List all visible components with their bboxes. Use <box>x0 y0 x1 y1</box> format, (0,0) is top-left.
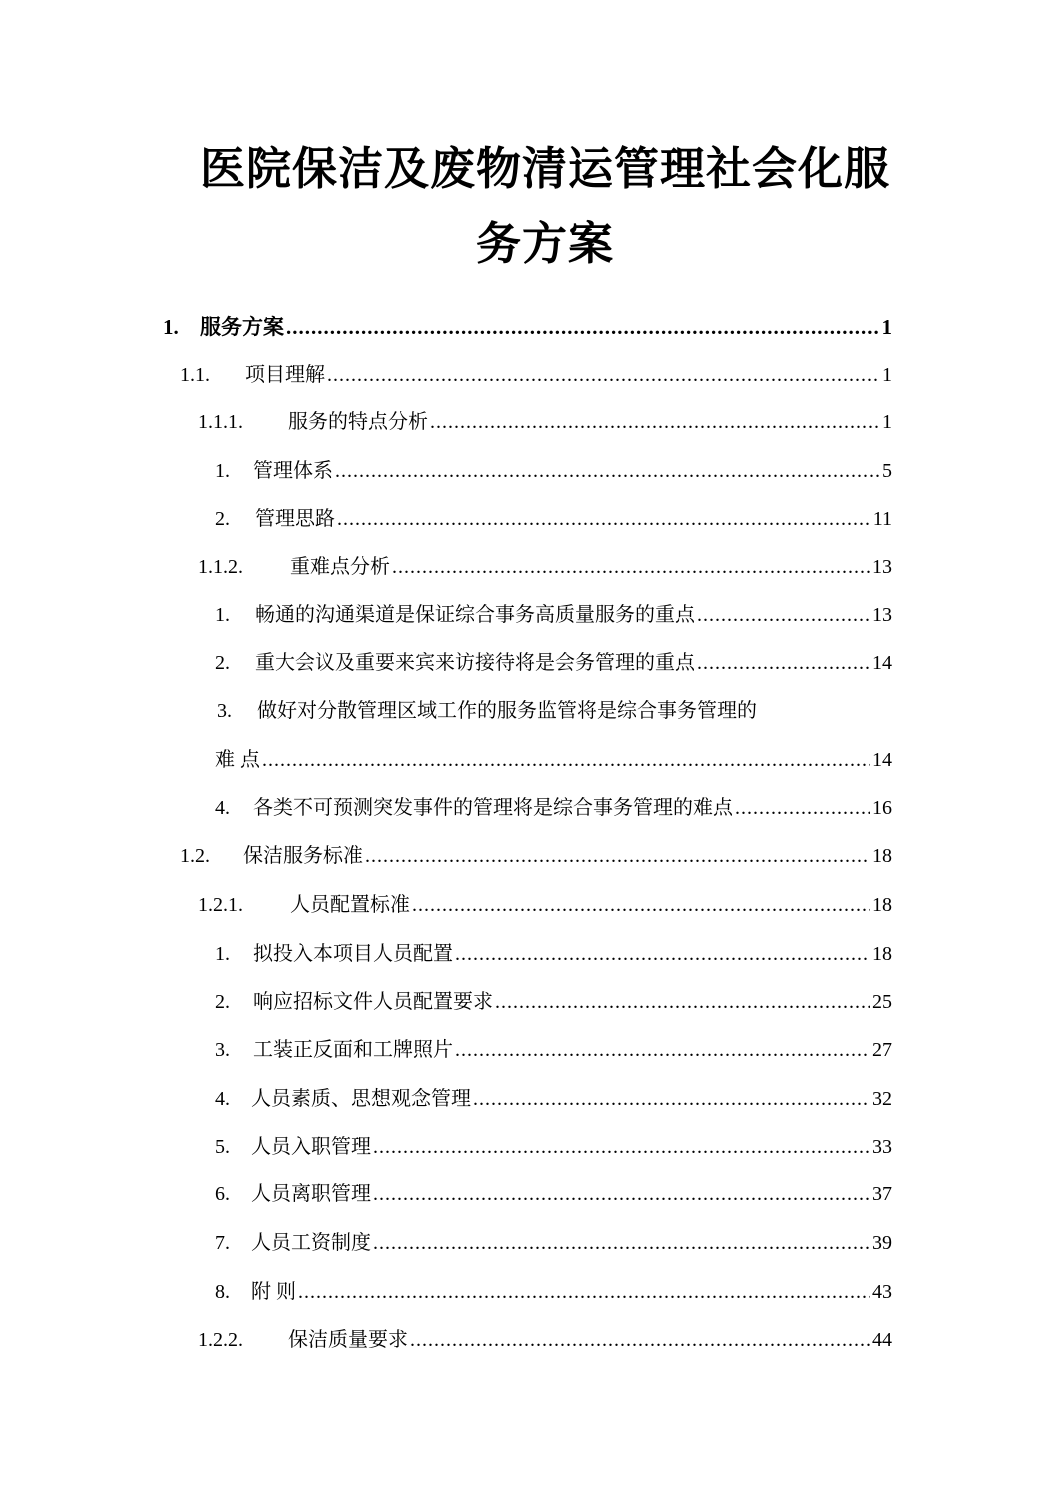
toc-entry-label: 拟投入本项目人员配置 <box>253 943 453 965</box>
toc-entry-continuation[interactable] <box>215 745 892 775</box>
toc-entry-label: 畅通的沟通渠道是保证综合事务高质量服务的重点 <box>255 604 695 626</box>
toc-entry-number: 7. <box>215 1232 230 1254</box>
dot-leader <box>327 360 880 390</box>
toc-entry[interactable] <box>215 1277 892 1307</box>
toc-entry-number: 1.1.2. <box>198 556 243 578</box>
toc-entry-page: 13 <box>872 604 892 626</box>
toc-entry-label: 保洁服务标准 <box>243 845 363 867</box>
dot-leader <box>735 793 870 823</box>
toc-entry-number: 2. <box>215 652 230 674</box>
dot-leader <box>337 504 871 534</box>
toc-entry-page: 14 <box>872 652 892 674</box>
dot-leader <box>262 745 870 775</box>
toc-entry-number: 1. <box>215 604 230 626</box>
toc-entry-page: 18 <box>872 943 892 965</box>
toc-entry[interactable] <box>215 1179 892 1209</box>
dot-leader <box>365 841 870 871</box>
dot-leader <box>455 1035 870 1065</box>
toc-entry-label: 附 则 <box>251 1281 296 1303</box>
toc-entry-page: 14 <box>872 749 892 771</box>
dot-leader <box>473 1084 870 1114</box>
toc-entry-label: 服务方案 <box>200 315 284 339</box>
dot-leader <box>495 987 870 1017</box>
toc-entry-label: 项目理解 <box>245 364 325 386</box>
toc-entry-page: 44 <box>872 1329 892 1351</box>
toc-entry-label: 保洁质量要求 <box>288 1329 408 1351</box>
toc-entry-number: 1.2.1. <box>198 894 243 916</box>
toc-entry-number: 3. <box>217 700 232 722</box>
toc-entry-number: 5. <box>215 1136 230 1158</box>
toc-entry-number: 1. <box>163 315 179 339</box>
dot-leader <box>697 648 870 678</box>
toc-entry-number: 1.2.2. <box>198 1329 243 1351</box>
dot-leader <box>373 1179 870 1209</box>
dot-leader <box>373 1228 870 1258</box>
toc-entry[interactable] <box>215 939 892 969</box>
toc-entry-number: 1. <box>215 943 230 965</box>
dot-leader <box>298 1277 870 1307</box>
toc-entry[interactable] <box>215 1084 892 1114</box>
toc-entry[interactable] <box>215 987 892 1017</box>
toc-entry-page: 5 <box>882 460 892 482</box>
toc-entry-number: 8. <box>215 1281 230 1303</box>
toc-entry-label: 人员素质、思想观念管理 <box>251 1088 471 1110</box>
toc-entry-label: 人员入职管理 <box>251 1136 371 1158</box>
dot-leader <box>373 1132 870 1162</box>
toc-entry-number: 2. <box>215 991 230 1013</box>
toc-entry-label: 响应招标文件人员配置要求 <box>253 991 493 1013</box>
toc-entry[interactable] <box>198 890 892 920</box>
dot-leader <box>430 407 880 437</box>
toc-entry-label: 服务的特点分析 <box>288 411 428 433</box>
toc-entry-number: 4. <box>215 797 230 819</box>
toc-entry[interactable] <box>198 552 892 582</box>
toc-entry-number: 4. <box>215 1088 230 1110</box>
toc-entry[interactable] <box>215 1132 892 1162</box>
toc-entry-page: 16 <box>872 797 892 819</box>
toc-entry[interactable] <box>215 648 892 678</box>
toc-entry-number: 1.1.1. <box>198 411 243 433</box>
dot-leader <box>455 939 870 969</box>
toc-entry-page: 43 <box>872 1281 892 1303</box>
document-title-line-1: 医院保洁及废物清运管理社会化服 <box>199 144 890 194</box>
toc-entry-page: 32 <box>872 1088 892 1110</box>
toc-entry-page: 18 <box>872 845 892 867</box>
toc-entry-number: 3. <box>215 1039 230 1061</box>
toc-entry-number: 1.2. <box>180 845 210 867</box>
toc-entry[interactable] <box>215 1228 892 1258</box>
dot-leader <box>392 552 870 582</box>
toc-entry[interactable] <box>215 600 892 630</box>
toc-entry-label: 做好对分散管理区域工作的服务监管将是综合事务管理的 <box>257 700 757 722</box>
toc-entry-label: 各类不可预测突发事件的管理将是综合事务管理的难点 <box>253 797 733 819</box>
toc-entry[interactable] <box>215 1035 892 1065</box>
toc-entry[interactable] <box>217 696 892 726</box>
dot-leader <box>410 1325 870 1355</box>
toc-entry-label: 重大会议及重要来宾来访接待将是会务管理的重点 <box>255 652 695 674</box>
toc-entry-page: 11 <box>872 508 892 530</box>
toc-entry-page: 39 <box>872 1232 892 1254</box>
toc-entry-page: 25 <box>872 991 892 1013</box>
toc-entry[interactable] <box>163 312 892 342</box>
toc-entry-page: 18 <box>872 894 892 916</box>
toc-entry-label-continued: 难 点 <box>215 749 260 771</box>
toc-entry-label: 管理体系 <box>253 460 333 482</box>
dot-leader <box>412 890 870 920</box>
toc-entry-label: 管理思路 <box>255 508 335 530</box>
dot-leader <box>335 456 880 486</box>
toc-entry-page: 1 <box>882 364 892 386</box>
toc-entry-page: 1 <box>881 315 892 339</box>
toc-entry[interactable] <box>180 360 892 390</box>
toc-entry-label: 重难点分析 <box>290 556 390 578</box>
toc-entry-number: 1. <box>215 460 230 482</box>
toc-entry[interactable] <box>198 1325 892 1355</box>
toc-entry-page: 33 <box>872 1136 892 1158</box>
toc-entry-page: 13 <box>872 556 892 578</box>
toc-entry-label: 人员离职管理 <box>251 1183 371 1205</box>
dot-leader <box>286 312 880 342</box>
toc-entry[interactable] <box>198 407 892 437</box>
toc-entry-label: 人员工资制度 <box>251 1232 371 1254</box>
toc-entry-page: 1 <box>882 411 892 433</box>
toc-entry-page: 27 <box>872 1039 892 1061</box>
toc-entry[interactable] <box>215 504 892 534</box>
toc-entry[interactable] <box>180 841 892 871</box>
toc-entry-label: 人员配置标准 <box>290 894 410 916</box>
toc-entry-number: 6. <box>215 1183 230 1205</box>
toc-entry[interactable] <box>215 793 892 823</box>
dot-leader <box>697 600 870 630</box>
toc-entry-number: 1.1. <box>180 364 210 386</box>
toc-entry-label: 工装正反面和工牌照片 <box>253 1039 453 1061</box>
toc-entry[interactable] <box>215 456 892 486</box>
toc-entry-number: 2. <box>215 508 230 530</box>
document-title-line-2: 务方案 <box>475 219 614 269</box>
toc-entry-page: 37 <box>872 1183 892 1205</box>
